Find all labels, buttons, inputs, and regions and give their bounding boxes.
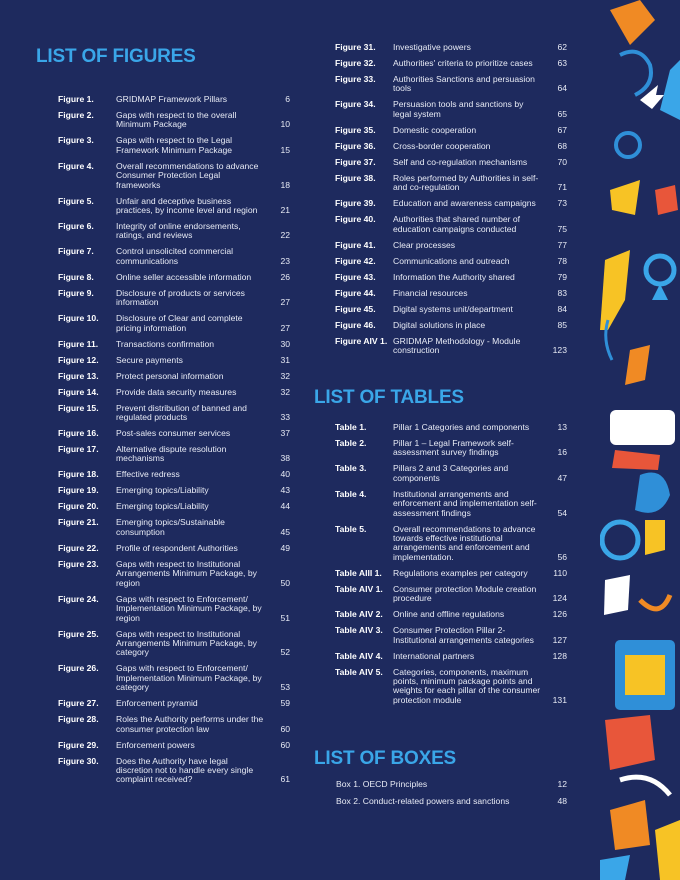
- figure-page-number: 31: [280, 354, 290, 365]
- list-of-figures-heading: LIST OF FIGURES: [36, 46, 196, 67]
- figure-label: Figure 25.: [58, 628, 99, 639]
- figure-title: Self and co-regulation mechanisms: [393, 156, 528, 167]
- figure-page-number: 40: [280, 469, 290, 480]
- figure-row[interactable]: [335, 257, 567, 266]
- table-title: Overall recommendations to advance towards effective institutional arrangements and enforcement and implementation.: [393, 523, 536, 562]
- figure-label: Figure 27.: [58, 698, 99, 709]
- figure-title: Gaps with respect to Enforcement/ Implementation Minimum Package, by category: [116, 663, 262, 693]
- figure-page-number: 61: [280, 774, 290, 785]
- figure-page-number: 60: [280, 723, 290, 734]
- table-page-number: 56: [557, 551, 567, 562]
- figure-label: Figure 43.: [335, 271, 376, 282]
- figure-label: Figure 4.: [58, 160, 94, 171]
- figure-row[interactable]: [58, 289, 290, 308]
- figure-title: Profile of respondent Authorities: [116, 542, 238, 553]
- figure-label: Figure 1.: [58, 94, 94, 104]
- figure-row[interactable]: [58, 247, 290, 266]
- table-label: Table 4.: [335, 488, 367, 499]
- figure-title: Secure payments: [116, 354, 183, 365]
- figure-label: Figure 40.: [335, 214, 376, 225]
- figure-title: Alternative dispute resolution mechanisms: [116, 444, 227, 464]
- figure-title: Gaps with respect to Enforcement/ Implementation Minimum Package, by region: [116, 593, 262, 623]
- figure-page-number: 10: [280, 119, 290, 130]
- box-row[interactable]: [336, 797, 567, 806]
- figure-label: Figure 30.: [58, 755, 99, 766]
- figure-page-number: 22: [280, 230, 290, 241]
- figure-label: Figure 23.: [58, 558, 99, 569]
- table-page-number: 128: [552, 650, 567, 661]
- figure-label: Figure 7.: [58, 246, 94, 257]
- figure-page-number: 50: [280, 577, 290, 588]
- table-row[interactable]: [335, 626, 567, 645]
- figure-title: Enforcement pyramid: [116, 698, 198, 709]
- figure-page-number: 64: [557, 83, 567, 94]
- table-page-number: 131: [552, 694, 567, 705]
- figure-title: Education and awareness campaigns: [393, 198, 536, 209]
- figure-title: Gaps with respect to Institutional Arrangements Minimum Package, by category: [116, 628, 257, 658]
- list-of-boxes-heading: LIST OF BOXES: [314, 748, 457, 769]
- figure-row[interactable]: [335, 241, 567, 250]
- figure-row[interactable]: [335, 215, 567, 234]
- box-row[interactable]: [336, 780, 567, 789]
- figure-row[interactable]: [335, 199, 567, 208]
- table-label: Table 3.: [335, 463, 367, 474]
- table-title: Pillar 1 – Legal Framework self-assessment survey findings: [393, 438, 514, 458]
- table-label: Table AIV 3.: [335, 625, 383, 636]
- box-title: Box 1. OECD Principles: [336, 779, 428, 789]
- table-label: Table AIV 1.: [335, 583, 383, 594]
- figure-row[interactable]: [58, 222, 290, 241]
- figure-page-number: 26: [280, 271, 290, 282]
- figure-row[interactable]: [335, 174, 567, 193]
- table-title: Pillar 1 Categories and components: [393, 422, 530, 432]
- figure-title: Gaps with respect to the overall Minimum Package: [116, 110, 237, 130]
- figure-title: Digital systems unit/department: [393, 303, 513, 314]
- table-title: Online and offline regulations: [393, 609, 505, 620]
- box-page-number: 12: [557, 779, 567, 789]
- figure-title: Financial resources: [393, 287, 468, 298]
- table-label: Table 2.: [335, 438, 367, 448]
- box-title: Box 2. Conduct-related powers and sanctions: [336, 796, 510, 807]
- table-row[interactable]: [335, 525, 567, 563]
- figure-row[interactable]: [58, 518, 290, 537]
- table-row[interactable]: [335, 423, 567, 432]
- figure-page-number: 23: [280, 255, 290, 266]
- figure-title: Provide data security measures: [116, 386, 237, 397]
- figure-row[interactable]: [58, 429, 290, 438]
- figure-label: Figure 18.: [58, 469, 99, 480]
- figure-row[interactable]: [58, 404, 290, 423]
- figure-page-number: 70: [557, 156, 567, 167]
- figure-label: Figure 35.: [335, 124, 376, 135]
- figure-row[interactable]: [58, 445, 290, 464]
- figure-row[interactable]: [58, 470, 290, 479]
- figure-page-number: 85: [557, 319, 567, 330]
- figure-title: Gaps with respect to Institutional Arrangements Minimum Package, by region: [116, 558, 257, 588]
- table-title: Regulations examples per category: [393, 567, 528, 578]
- figure-title: Authorities' criteria to prioritize cases: [393, 58, 533, 68]
- table-row[interactable]: [335, 464, 567, 483]
- table-page-number: 126: [552, 609, 567, 620]
- figure-title: Unfair and deceptive business practices, by income level and region: [116, 195, 258, 216]
- figure-label: Figure 28.: [58, 714, 99, 725]
- table-row[interactable]: [335, 439, 567, 458]
- figure-title: Gaps with respect to the Legal Framework Minimum Package: [116, 135, 233, 155]
- box-page-number: 48: [557, 796, 567, 807]
- figure-page-number: 53: [280, 682, 290, 693]
- figure-label: Figure 17.: [58, 444, 99, 455]
- figure-label: Figure 42.: [335, 255, 376, 266]
- figure-title: Disclosure of products or services information: [116, 287, 245, 308]
- table-row[interactable]: [335, 652, 567, 661]
- figure-row[interactable]: [58, 136, 290, 155]
- figure-title: Authorities that shared number of education campaigns conducted: [393, 214, 521, 234]
- table-row[interactable]: [335, 585, 567, 604]
- figure-page-number: 27: [280, 297, 290, 308]
- figure-page-number: 67: [557, 124, 567, 135]
- figure-row[interactable]: [335, 321, 567, 330]
- table-row[interactable]: [335, 610, 567, 619]
- decorative-artwork: [600, 0, 680, 880]
- figure-title: Digital solutions in place: [393, 319, 486, 330]
- decorative-illustration: [600, 0, 680, 880]
- figure-page-number: 71: [557, 182, 567, 193]
- figure-label: Figure 26.: [58, 663, 99, 674]
- figure-page-number: 65: [557, 108, 567, 119]
- figure-label: Figure 38.: [335, 172, 376, 183]
- figure-page-number: 32: [280, 386, 290, 397]
- table-row[interactable]: [335, 490, 567, 518]
- figure-page-number: 38: [280, 453, 290, 464]
- figure-row[interactable]: [335, 337, 567, 356]
- tables-list: [335, 423, 567, 712]
- figure-row[interactable]: [58, 486, 290, 495]
- figure-title: Effective redress: [116, 469, 180, 480]
- figure-row[interactable]: [58, 95, 290, 104]
- figure-title: Cross-border cooperation: [393, 140, 491, 151]
- table-page-number: 16: [557, 447, 567, 458]
- figure-row[interactable]: [58, 595, 290, 623]
- figure-label: Figure 16.: [58, 428, 99, 439]
- figure-row[interactable]: [58, 699, 290, 708]
- figure-label: Figure 22.: [58, 542, 99, 553]
- figure-row[interactable]: [335, 142, 567, 151]
- figure-page-number: 59: [280, 698, 290, 709]
- figure-label: Figure 13.: [58, 370, 99, 381]
- figure-title: Emerging topics/Liability: [116, 501, 209, 512]
- figure-page-number: 73: [557, 198, 567, 209]
- figure-row[interactable]: [335, 59, 567, 68]
- figure-title: Persuasion tools and sanctions by legal system: [393, 99, 524, 119]
- figure-row[interactable]: [335, 126, 567, 135]
- figure-page-number: 68: [557, 140, 567, 151]
- table-page-number: 47: [557, 472, 567, 483]
- figure-title: Emerging topics/Sustainable consumption: [116, 517, 225, 537]
- figure-label: Figure 20.: [58, 501, 99, 512]
- table-page-number: 110: [553, 567, 567, 578]
- figure-label: Figure 3.: [58, 135, 94, 146]
- figure-row[interactable]: [58, 273, 290, 282]
- figure-label: Figure 19.: [58, 485, 99, 496]
- figure-page-number: 44: [280, 501, 290, 512]
- figure-title: Roles the Authority performs under the consumer protection law: [116, 714, 264, 734]
- figure-label: Figure 5.: [58, 195, 94, 206]
- figure-label: Figure 15.: [58, 402, 99, 413]
- figure-row[interactable]: [58, 372, 290, 381]
- figure-page-number: 37: [280, 428, 290, 439]
- figures-list-continued: [335, 43, 567, 362]
- figure-label: Figure 31.: [335, 42, 376, 52]
- figure-page-number: 27: [280, 322, 290, 333]
- figure-row[interactable]: [58, 502, 290, 511]
- figure-title: Domestic cooperation: [393, 124, 477, 135]
- figure-title: GRIDMAP Methodology - Module construction: [393, 335, 521, 356]
- table-label: Table AIV 4.: [335, 650, 383, 661]
- figure-label: Figure 29.: [58, 739, 99, 750]
- figure-title: Information the Authority shared: [393, 271, 515, 282]
- table-row[interactable]: [335, 569, 567, 578]
- figure-label: Figure 21.: [58, 517, 99, 528]
- figure-row[interactable]: [335, 289, 567, 298]
- figure-page-number: 60: [280, 739, 290, 750]
- figure-label: Figure 6.: [58, 221, 94, 232]
- figure-page-number: 75: [557, 223, 567, 234]
- figure-page-number: 78: [557, 255, 567, 266]
- figure-label: Figure 36.: [335, 140, 376, 151]
- figure-label: Figure 32.: [335, 58, 376, 68]
- figure-page-number: 45: [280, 526, 290, 537]
- figure-page-number: 49: [280, 542, 290, 553]
- figure-title: Control unsolicited commercial communications: [116, 246, 234, 266]
- figure-page-number: 79: [557, 271, 567, 282]
- figure-title: Transactions confirmation: [116, 338, 215, 349]
- figure-title: Protect personal information: [116, 370, 224, 381]
- figure-label: Figure 11.: [58, 338, 99, 349]
- table-title: Institutional arrangements and enforcement and implementation self-assessment findings: [393, 488, 537, 518]
- table-page-number: 124: [552, 593, 567, 604]
- figure-row[interactable]: [335, 158, 567, 167]
- figure-page-number: 18: [280, 179, 290, 190]
- figure-title: Prevent distribution of banned and regulated products: [116, 402, 247, 423]
- table-label: Table 1.: [335, 422, 367, 432]
- table-title: Categories, components, maximum points, minimum package points and weights for each pillar of the consumer protection module: [393, 666, 541, 705]
- figure-page-number: 15: [280, 144, 290, 155]
- table-row[interactable]: [335, 668, 567, 706]
- table-title: Consumer Protection Pillar 2- Institutional arrangements categories: [393, 625, 534, 645]
- figure-page-number: 33: [280, 412, 290, 423]
- figure-title: GRIDMAP Framework Pillars: [116, 94, 228, 104]
- figure-row[interactable]: [335, 43, 567, 52]
- figure-page-number: 52: [280, 647, 290, 658]
- figure-label: Figure 33.: [335, 74, 376, 84]
- figure-title: Authorities Sanctions and persuasion tools: [393, 74, 535, 94]
- table-title: International partners: [393, 650, 475, 661]
- figure-row[interactable]: [58, 560, 290, 588]
- figure-label: Figure 34.: [335, 99, 376, 110]
- figure-row[interactable]: [58, 741, 290, 750]
- figure-title: Does the Authority have legal discretion not to handle every single complaint received?: [116, 755, 254, 785]
- list-of-tables-heading: LIST OF TABLES: [314, 387, 464, 408]
- figure-label: Figure 41.: [335, 239, 376, 250]
- figure-row[interactable]: [58, 197, 290, 216]
- figure-label: Figure 39.: [335, 198, 376, 209]
- figure-label: Figure 44.: [335, 287, 376, 298]
- figure-row[interactable]: [58, 340, 290, 349]
- figure-title: Clear processes: [393, 239, 456, 250]
- figure-row[interactable]: [335, 273, 567, 282]
- table-page-number: 127: [552, 634, 567, 645]
- figure-title: Online seller accessible information: [116, 271, 252, 282]
- figure-row[interactable]: [58, 544, 290, 553]
- figure-label: Figure 14.: [58, 386, 99, 397]
- figure-label: Figure 24.: [58, 593, 99, 604]
- figure-row[interactable]: [58, 388, 290, 397]
- figure-label: Figure 12.: [58, 354, 99, 365]
- figure-title: Emerging topics/Liability: [116, 485, 209, 496]
- figure-row[interactable]: [58, 314, 290, 333]
- table-label: Table AIII 1.: [335, 567, 382, 578]
- figure-page-number: 43: [280, 485, 290, 496]
- figure-page-number: 21: [280, 205, 290, 216]
- figure-title: Post-sales consumer services: [116, 428, 231, 439]
- table-page-number: 54: [557, 507, 567, 518]
- figure-label: Figure 37.: [335, 156, 376, 167]
- figure-row[interactable]: [58, 664, 290, 692]
- figure-row[interactable]: [58, 630, 290, 658]
- figure-row[interactable]: [58, 715, 290, 734]
- figure-label: Figure 2.: [58, 110, 94, 120]
- figure-title: Investigative powers: [393, 42, 471, 52]
- figure-title: Roles performed by Authorities in self- and co-regulation: [393, 172, 539, 193]
- figure-page-number: 63: [557, 58, 567, 68]
- figure-title: Enforcement powers: [116, 739, 195, 750]
- figure-page-number: 32: [280, 370, 290, 381]
- figure-label: Figure 8.: [58, 271, 94, 282]
- figure-label: Figure 46.: [335, 319, 376, 330]
- figure-title: Communications and outreach: [393, 255, 510, 266]
- figure-page-number: 51: [280, 612, 290, 623]
- table-title: Consumer protection Module creation procedure: [393, 583, 537, 604]
- figure-label: Figure 45.: [335, 303, 376, 314]
- figure-label: Figure 10.: [58, 313, 99, 324]
- table-page-number: 13: [557, 422, 567, 432]
- table-label: Table AIV 5.: [335, 666, 383, 677]
- table-label: Table 5.: [335, 523, 367, 534]
- figure-page-number: 30: [280, 338, 290, 349]
- figure-row[interactable]: [58, 162, 290, 190]
- figure-title: Overall recommendations to advance Consumer Protection Legal frameworks: [116, 160, 259, 190]
- figure-page-number: 123: [552, 345, 567, 356]
- figure-row[interactable]: [58, 111, 290, 130]
- figure-label: Figure AIV 1.: [335, 335, 388, 346]
- table-title: Pillars 2 and 3 Categories and components: [393, 463, 509, 483]
- figure-label: Figure 9.: [58, 287, 94, 298]
- figure-row[interactable]: [58, 356, 290, 365]
- figure-row[interactable]: [335, 100, 567, 119]
- boxes-list: [336, 780, 567, 815]
- figure-page-number: 83: [557, 287, 567, 298]
- figure-title: Integrity of online endorsements, ratings, and reviews: [116, 221, 241, 241]
- figure-title: Disclosure of Clear and complete pricing information: [116, 313, 243, 333]
- figure-row[interactable]: [58, 757, 290, 785]
- figure-page-number: 84: [557, 303, 567, 314]
- figure-page-number: 6: [285, 94, 290, 104]
- figure-row[interactable]: [335, 75, 567, 94]
- figure-page-number: 62: [557, 42, 567, 52]
- figure-page-number: 77: [557, 239, 567, 250]
- table-label: Table AIV 2.: [335, 609, 383, 620]
- figure-row[interactable]: [335, 305, 567, 314]
- figures-list: [58, 95, 290, 791]
